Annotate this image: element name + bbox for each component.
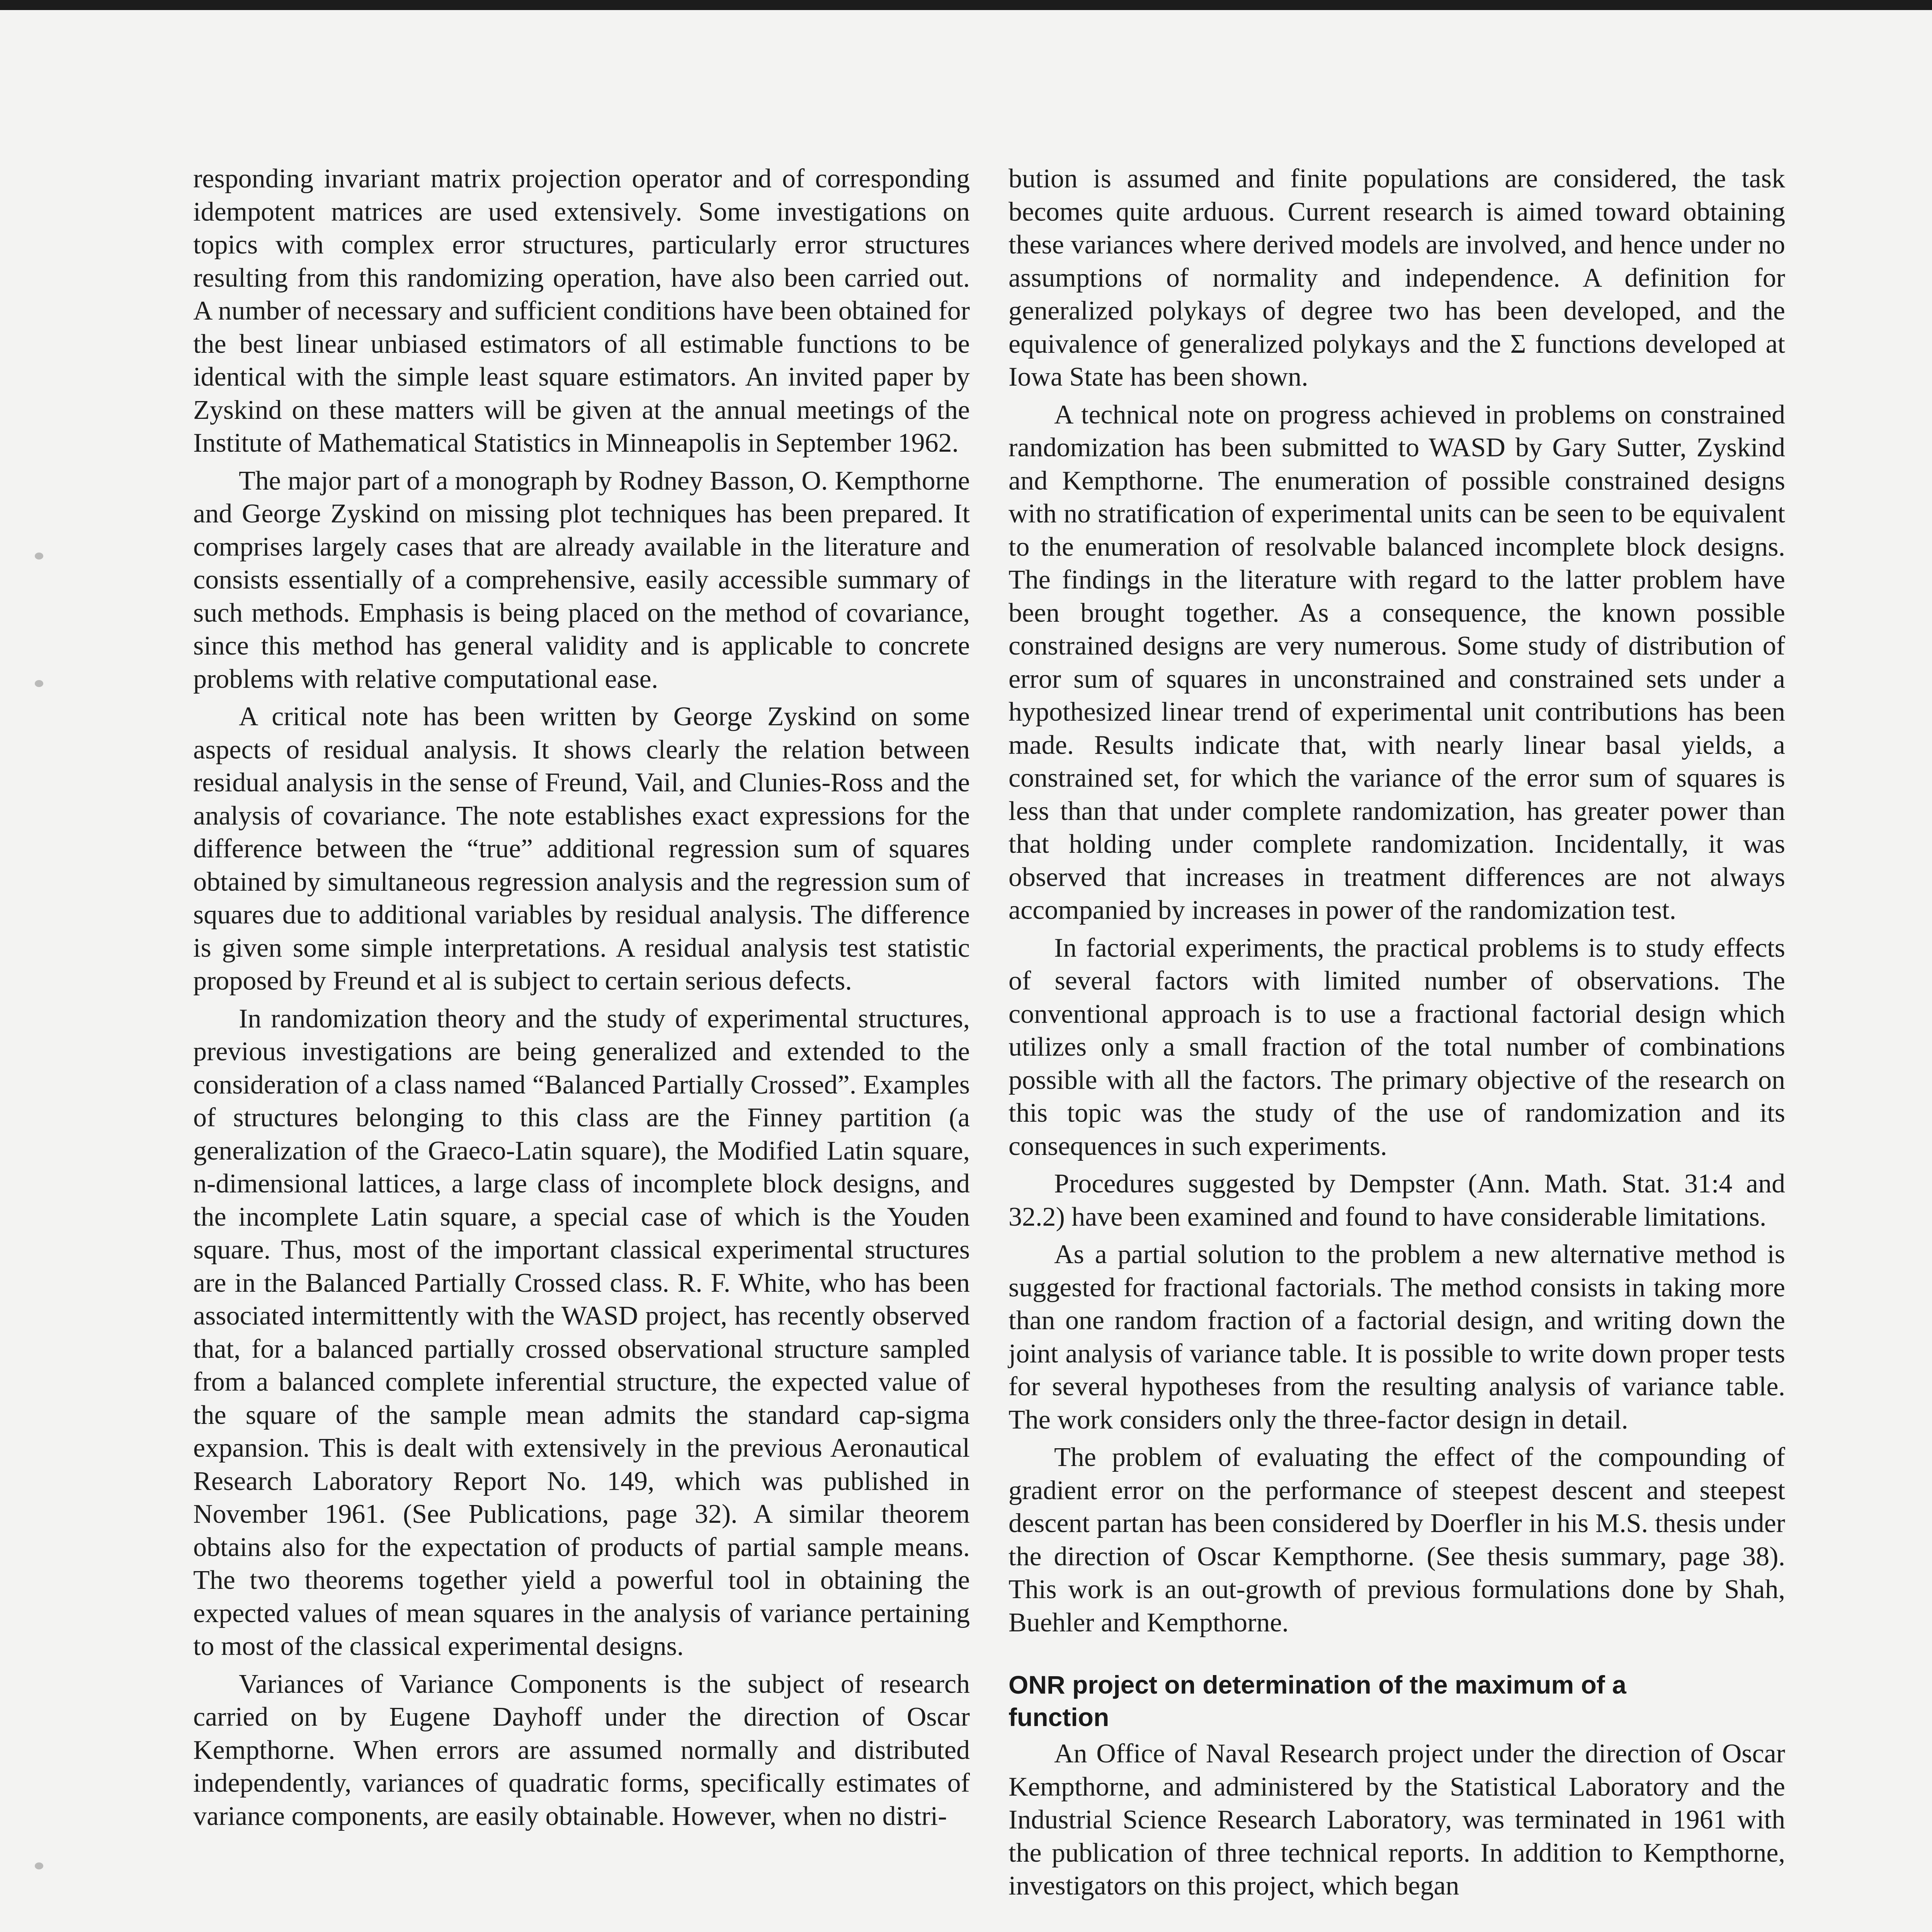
- paragraph: responding invariant matrix projection operator and of corresponding idempotent matrices are used extensively. Some investigations on topics with complex error structures, particularly error structures resulting from this randomizing operation, have also been carried out. A number of necessary and sufficient conditions have been obtained for the best linear unbiased estimators of all estimable functions to be identical with the simple least square estimators. An invited paper by Zyskind on these matters will be given at the annual meetings of the Institute of Mathematical Statistics in Minneapolis in September 1962.: [193, 164, 970, 458]
- paragraph: Procedures suggested by Dempster (Ann. Math. Stat. 31:4 and 32.2) have been examined and found to have considerable limitations.: [1009, 1169, 1785, 1232]
- right-text-column: [1009, 162, 1785, 1907]
- paragraph: The major part of a monograph by Rodney Basson, O. Kempthorne and George Zyskind on missing plot techniques has been prepared. It comprises largely cases that are already available in the literature and consists essentially of a comprehensive, easily accessible summary of such methods. Emphasis is being placed on the method of covariance, since this method has general validity and is applicable to concrete problems with relative computational ease.: [193, 466, 970, 694]
- margin-hole-mark: [35, 1862, 43, 1869]
- paragraph: An Office of Naval Research project under the direction of Oscar Kempthorne, and administered by the Statistical Laboratory and the Industrial Science Research Laboratory, was terminated in 1961 with the publication of three technical reports. In addition to Kempthorne, investigators on this project, which began: [1009, 1739, 1785, 1901]
- paragraph: As a partial solution to the problem a new alternative method is suggested for fractional factorials. The method consists in taking more than one random fraction of a factorial design, and writing down the joint analysis of variance table. It is possible to write down proper tests for several hypotheses from the resulting analysis of variance table. The work considers only the three-factor design in detail.: [1009, 1240, 1785, 1435]
- paragraph: bution is assumed and finite populations are considered, the task becomes quite arduous. Current research is aimed toward obtaining these variances where derived models are involved, and hence under no assumptions of normality and independence. A definition for generalized polykays of degree two has been developed, and the equivalence of generalized polykays and the Σ functions developed at Iowa State has been shown.: [1009, 164, 1785, 392]
- section-heading: ONR project on determination of the maximum of a function: [1009, 1670, 1626, 1731]
- paragraph: Variances of Variance Components is the subject of research carried on by Eugene Dayhoff under the direction of Oscar Kempthorne. When errors are assumed normally and distributed independently, variances of quadratic forms, specifically estimates of variance components, are easily obtainable. However, when no distri-: [193, 1669, 970, 1831]
- paragraph: A technical note on progress achieved in problems on constrained randomization has been submitted to WASD by Gary Sutter, Zyskind and Kempthorne. The enumeration of possible constrained designs with no stratification of experimental units can be seen to be equivalent to the enumeration of resolvable balanced incomplete block designs. The findings in the literature with regard to the latter problem have been brought together. As a consequence, the known possible constrained designs are very numerous. Some study of distribution of error sum of squares in unconstrained and constrained sets under a hypothesized linear trend of experimental unit contributions has been made. Results indicate that, with nearly linear basal yields, a constrained set, for which the variance of the error sum of squares is less than that under complete randomization, has greater power than that holding under complete randomization. Incidentally, it was observed that increases in treatment differences are not always accompanied by increases in power of the randomization test.: [1009, 400, 1785, 925]
- margin-hole-mark: [35, 553, 43, 560]
- scan-top-edge: [0, 0, 1932, 10]
- margin-hole-mark: [35, 680, 43, 687]
- paragraph: A critical note has been written by George Zyskind on some aspects of residual analysis. It shows clearly the relation between residual analysis in the sense of Freund, Vail, and Clunies-Ross and the analysis of covariance. The note establishes exact expressions for the difference between the “true” additional regression sum of squares obtained by simultaneous regression analysis and the regression sum of squares due to additional variables by residual analysis. The difference is given some simple interpretations. A residual analysis test statistic proposed by Freund et al is subject to certain serious defects.: [193, 702, 970, 996]
- paragraph: The problem of evaluating the effect of the compounding of gradient error on the performance of steepest descent and steepest descent partan has been considered by Doerfler in his M.S. thesis under the direction of Oscar Kempthorne. (See thesis summary, page 38). This work is an out-growth of previous formulations done by Shah, Buehler and Kempthorne.: [1009, 1442, 1785, 1638]
- paragraph: In factorial experiments, the practical problems is to study effects of several factors with limited number of observations. The conventional approach is to use a fractional factorial design which utilizes only a small fraction of the total number of combinations possible with all the factors. The primary objective of the research on this topic was the study of the use of randomization and its consequences in such experiments.: [1009, 933, 1785, 1161]
- paragraph: In randomization theory and the study of experimental structures, previous investigations are being generalized and extended to the consideration of a class named “Balanced Partially Crossed”. Examples of structures belonging to this class are the Finney partition (a generalization of the Graeco-Latin square), the Modified Latin square, n-dimensional lattices, a large class of incomplete block designs, and the incomplete Latin square, a special case of which is the Youden square. Thus, most of the important classical experimental structures are in the Balanced Partially Crossed class. R. F. White, who has been associated intermittently with the WASD project, has recently observed that, for a balanced partially crossed observational structure sampled from a balanced complete inferential structure, the expected value of the square of the sample mean admits the standard cap-sigma expansion. This is dealt with extensively in the previous Aeronautical Research Laboratory Report No. 149, which was published in November 1961. (See Publications, page 32). A similar theorem obtains also for the expectation of products of partial sample means. The two theorems together yield a powerful tool in obtaining the expected values of mean squares in the analysis of variance pertaining to most of the classical experimental designs.: [193, 1003, 970, 1661]
- left-text-column: [193, 162, 970, 1837]
